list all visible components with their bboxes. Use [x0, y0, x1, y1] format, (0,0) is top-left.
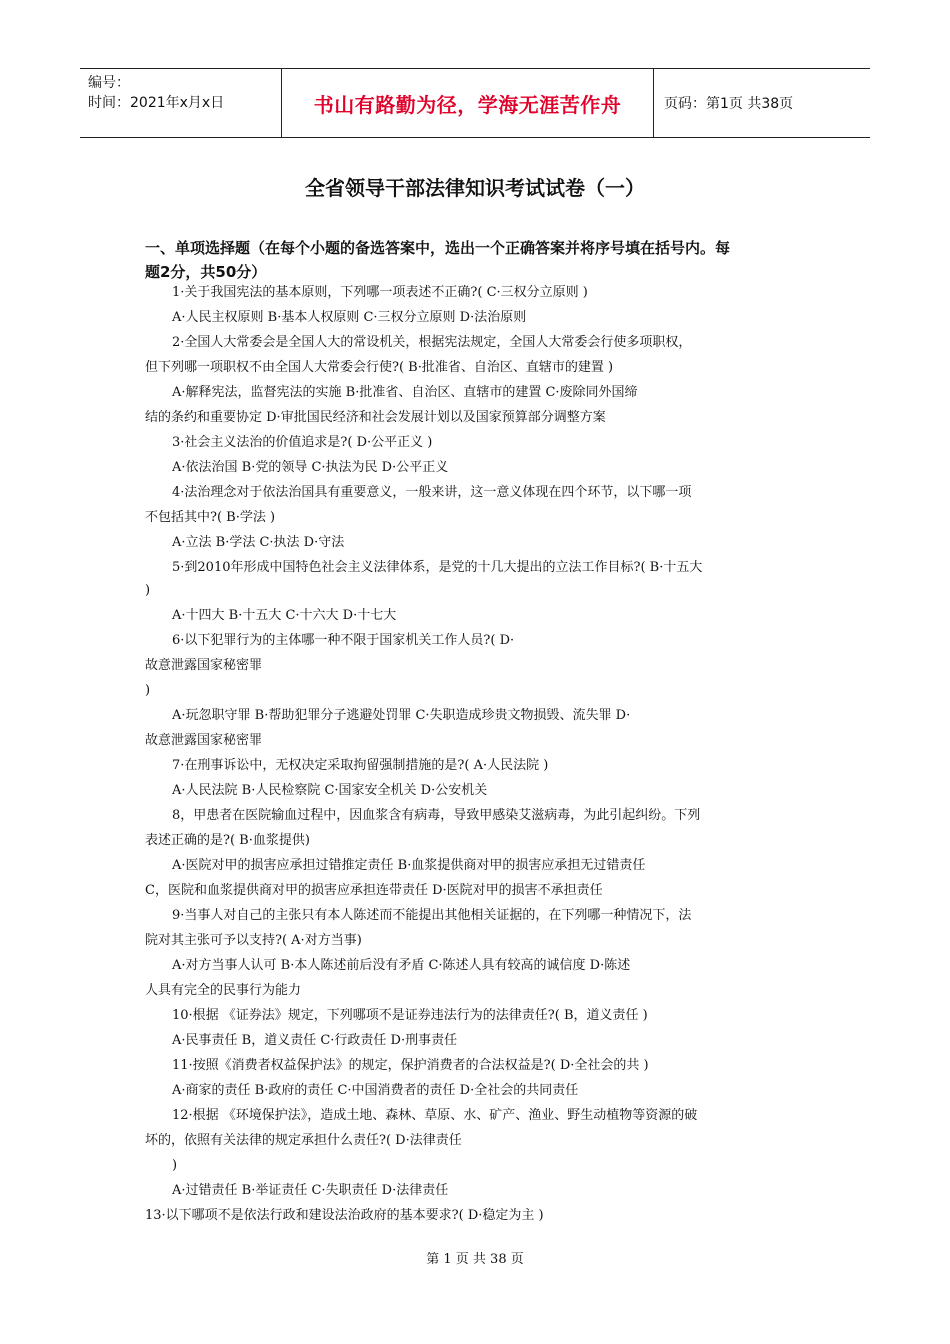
- header-motto-cell: [281, 69, 654, 137]
- text-line: A·人民法院 B·人民检察院 C·国家安全机关 D·公安机关: [172, 783, 488, 798]
- text-line: A·解释宪法，监督宪法的实施 B·批准省、自治区、直辖市的建置 C·废除同外国缔: [172, 385, 638, 400]
- text-line: ): [145, 683, 151, 698]
- text-line: 10·根据 《证券法》规定，下列哪项不是证券违法行为的法律责任?( B，道义责任 ): [172, 1008, 648, 1023]
- serial-label: 编号：: [88, 75, 130, 91]
- text-line: 故意泄露国家秘密罪: [145, 658, 263, 673]
- text-line: 院对其主张可予以支持?( A·对方当事): [145, 933, 362, 948]
- text-line: 11·按照《消费者权益保护法》的规定，保护消费者的合法权益是?( D·全社会的共 ): [172, 1058, 649, 1073]
- text-line: 坏的，依照有关法律的规定承担什么责任?( D·法律责任: [145, 1133, 462, 1148]
- motto-text: 书山有路勤为径，学海无涯苦作舟: [313, 92, 622, 117]
- text-line: A·对方当事人认可 B·本人陈述前后没有矛盾 C·陈述人具有较高的诚信度 D·陈述: [172, 958, 631, 973]
- text-line: 2·全国人大常委会是全国人大的常设机关，根据宪法规定，全国人大常委会行使多项职权，: [172, 335, 692, 350]
- text-line: 但下列哪一项职权不由全国人大常委会行使?( B·批准省、自治区、直辖市的建置 ): [145, 360, 614, 375]
- text-line: 1·关于我国宪法的基本原则，下列哪一项表述不正确?( C·三权分立原则 ): [172, 285, 588, 300]
- text-line: 结的条约和重要协定 D·审批国民经济和社会发展计划以及国家预算部分调整方案: [145, 410, 606, 425]
- text-line: A·十四大 B·十五大 C·十六大 D·十七大: [172, 608, 397, 623]
- text-line: 9·当事人对自己的主张只有本人陈述而不能提出其他相关证据的，在下列哪一种情况下，法: [172, 908, 692, 923]
- text-line: A·立法 B·学法 C·执法 D·守法: [172, 535, 345, 550]
- text-line: 4·法治理念对于依法治国具有重要意义，一般来讲，这一意义体现在四个环节，以下哪一项: [172, 485, 692, 500]
- text-line: A·商家的责任 B·政府的责任 C·中国消费者的责任 D·全社会的共同责任: [172, 1083, 579, 1098]
- text-line: 13·以下哪项不是依法行政和建设法治政府的基本要求?( D·稳定为主 ): [145, 1208, 544, 1223]
- text-line: A·玩忽职守罪 B·帮助犯罪分子逃避处罚罪 C·失职造成珍贵文物损毁、流失罪 D·: [172, 708, 631, 723]
- section-heading-line-1: 一、单项选择题（在每个小题的备选答案中，选出一个正确答案并将序号填在括号内。每: [145, 239, 731, 257]
- text-line: A·医院对甲的损害应承担过错推定责任 B·血浆提供商对甲的损害应承担无过错责任: [172, 858, 646, 873]
- header-table: [80, 68, 870, 138]
- text-line: 人具有完全的民事行为能力: [145, 983, 302, 998]
- text-line: A·民事责任 B，道义责任 C·行政责任 D·刑事责任: [172, 1033, 458, 1048]
- page-label: 页码：第1页 共38页: [664, 96, 794, 112]
- text-line: A·过错责任 B·举证责任 C·失职责任 D·法律责任: [172, 1183, 449, 1198]
- text-line: 故意泄露国家秘密罪: [145, 733, 263, 748]
- section-heading-line-2: 题2分，共50分）: [145, 263, 267, 281]
- text-line: ): [172, 1158, 178, 1173]
- text-line: 8，甲患者在医院输血过程中，因血浆含有病毒，导致甲感染艾滋病毒，为此引起纠纷。下列: [172, 808, 701, 823]
- text-line: 6·以下犯罪行为的主体哪一种不限于国家机关工作人员?( D·: [172, 633, 515, 648]
- text-line: A·人民主权原则 B·基本人权原则 C·三权分立原则 D·法治原则: [172, 310, 527, 325]
- date-label: 时间：2021年x月x日: [88, 95, 225, 111]
- page-footer: 第 1 页 共 38 页: [426, 1252, 524, 1267]
- text-line: 12·根据 《环境保护法》，造成土地、森林、草原、水、矿产、渔业、野生动植物等资源的破: [172, 1108, 698, 1123]
- document-title: 全省领导干部法律知识考试试卷（一）: [305, 176, 645, 200]
- section-heading: [145, 236, 815, 284]
- text-line: 不包括其中?( B·学法 ): [145, 510, 276, 525]
- text-line: C，医院和血浆提供商对甲的损害应承担连带责任 D·医院对甲的损害不承担责任: [145, 883, 603, 898]
- text-line: 7·在刑事诉讼中，无权决定采取拘留强制措施的是?( A·人民法院 ): [172, 758, 549, 773]
- text-line: A·依法治国 B·党的领导 C·执法为民 D·公平正义: [172, 460, 449, 475]
- text-line: 5·到2010年形成中国特色社会主义法律体系，是党的十几大提出的立法工作目标?( B·十五大: [172, 560, 703, 575]
- header-meta-cell: [80, 69, 281, 137]
- text-line: 3·社会主义法治的价值追求是?( D·公平正义 ): [172, 435, 433, 450]
- text-line: ): [145, 583, 151, 598]
- header-page-cell: [654, 69, 870, 137]
- text-line: 表述正确的是?( B·血浆提供): [145, 833, 310, 848]
